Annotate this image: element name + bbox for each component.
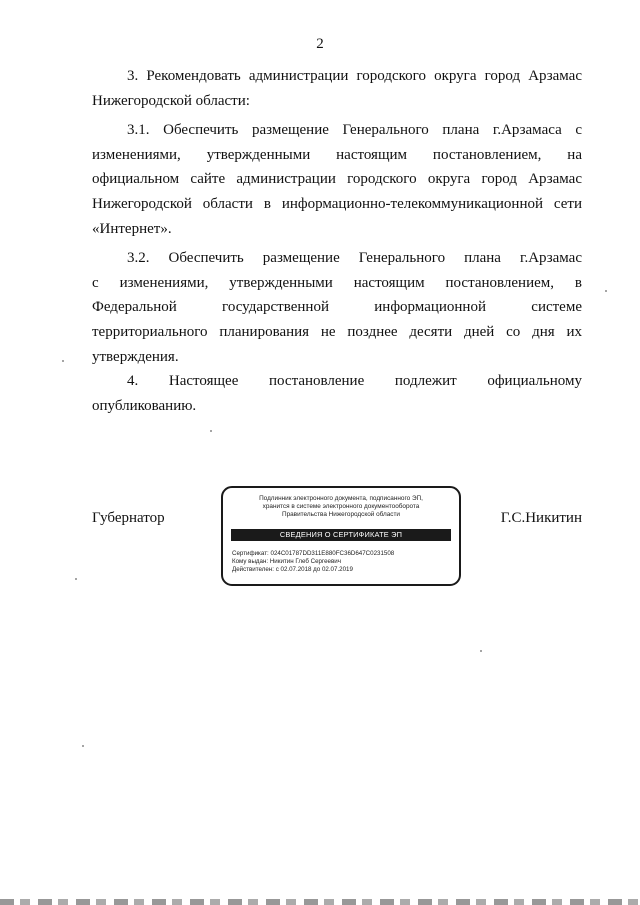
paragraph-line: 3.2. Обеспечить размещение Генерального плана г.Арзамас [127,250,582,267]
stamp-header-line: хранится в системе электронного документооборота [262,503,420,510]
paragraph-line: территориального планирования не позднее десяти дней со дня их [92,323,582,340]
stamp-header-line: Правительства Нижегородской области [281,511,401,518]
scan-speck [605,290,607,292]
paragraph-3-2-cont [92,271,582,296]
paragraph-3-1-cont [92,192,582,217]
paragraph-line: 3.1. Обеспечить размещение Генерального плана г.Арзамаса с [127,122,582,139]
valid-row [232,566,451,574]
valid-label: Действителен: [232,566,274,573]
paragraph-line: официальном сайте администрации городского округа город Арзамас [92,171,582,188]
issued-value: Никитин Глеб Сергеевич [269,558,341,565]
paragraph-3-2-cont [92,345,582,370]
scan-speck [210,430,212,432]
stamp-title-bar: СВЕДЕНИЯ О СЕРТИФИКАТЕ ЭП [231,529,451,541]
paragraph-line: с изменениями, утвержденными настоящим постановлением, в [92,274,582,291]
issued-label: Кому выдан: [232,558,269,565]
paragraph-line: 4. Настоящее постановление подлежит официальному [127,373,582,390]
document-body [92,64,582,418]
paragraph-line: 3. Рекомендовать администрации городского округа город Арзамас [127,68,582,84]
paragraph-line: опубликованию. [92,397,197,414]
valid-value: с 02.07.2018 до 02.07.2019 [275,566,353,573]
scan-speck [62,360,64,362]
paragraph-line: Нижегородской области в информационно-телекоммуникационной сети [92,195,582,212]
paragraph-4 [92,369,582,394]
paragraph-3-1-cont [92,143,582,168]
paragraph-3-1 [92,118,582,143]
issued-row [232,558,451,566]
signatory-position: Губернатор [92,510,165,526]
electronic-signature-stamp [221,486,461,586]
paragraph-3 [92,64,582,89]
scan-speck [82,745,84,747]
paragraph-3-2-cont [92,295,582,320]
scan-speck [75,578,77,580]
stamp-header [231,495,451,519]
stamp-details [232,550,451,574]
paragraph-3-1-cont [92,167,582,192]
paragraph-line: изменениями, утвержденными настоящим постановлением, на [92,146,582,163]
paragraph-4-cont [92,394,582,419]
paragraph-line: утверждения. [92,348,179,365]
page-number: 2 [316,36,324,52]
certificate-row [232,550,451,558]
paragraph-3-1-cont [92,217,582,242]
stamp-header-line: Подлинник электронного документа, подписанного ЭП, [259,495,423,502]
paragraph-3-2-cont [92,320,582,345]
paragraph-line: «Интернет». [92,220,172,237]
scan-speck [480,650,482,652]
certificate-value: 024C01787DD311E880FC36D647C0231508 [270,550,395,557]
paragraph-line: Нижегородской области: [92,92,250,109]
paragraph-line: Федеральной государственной информационной системе [92,299,582,316]
scan-bottom-edge [0,899,640,905]
paragraph-3-cont [92,89,582,114]
certificate-label: Сертификат: [232,550,269,557]
paragraph-3-2 [92,246,582,271]
signatory-name: Г.С.Никитин [500,510,582,526]
